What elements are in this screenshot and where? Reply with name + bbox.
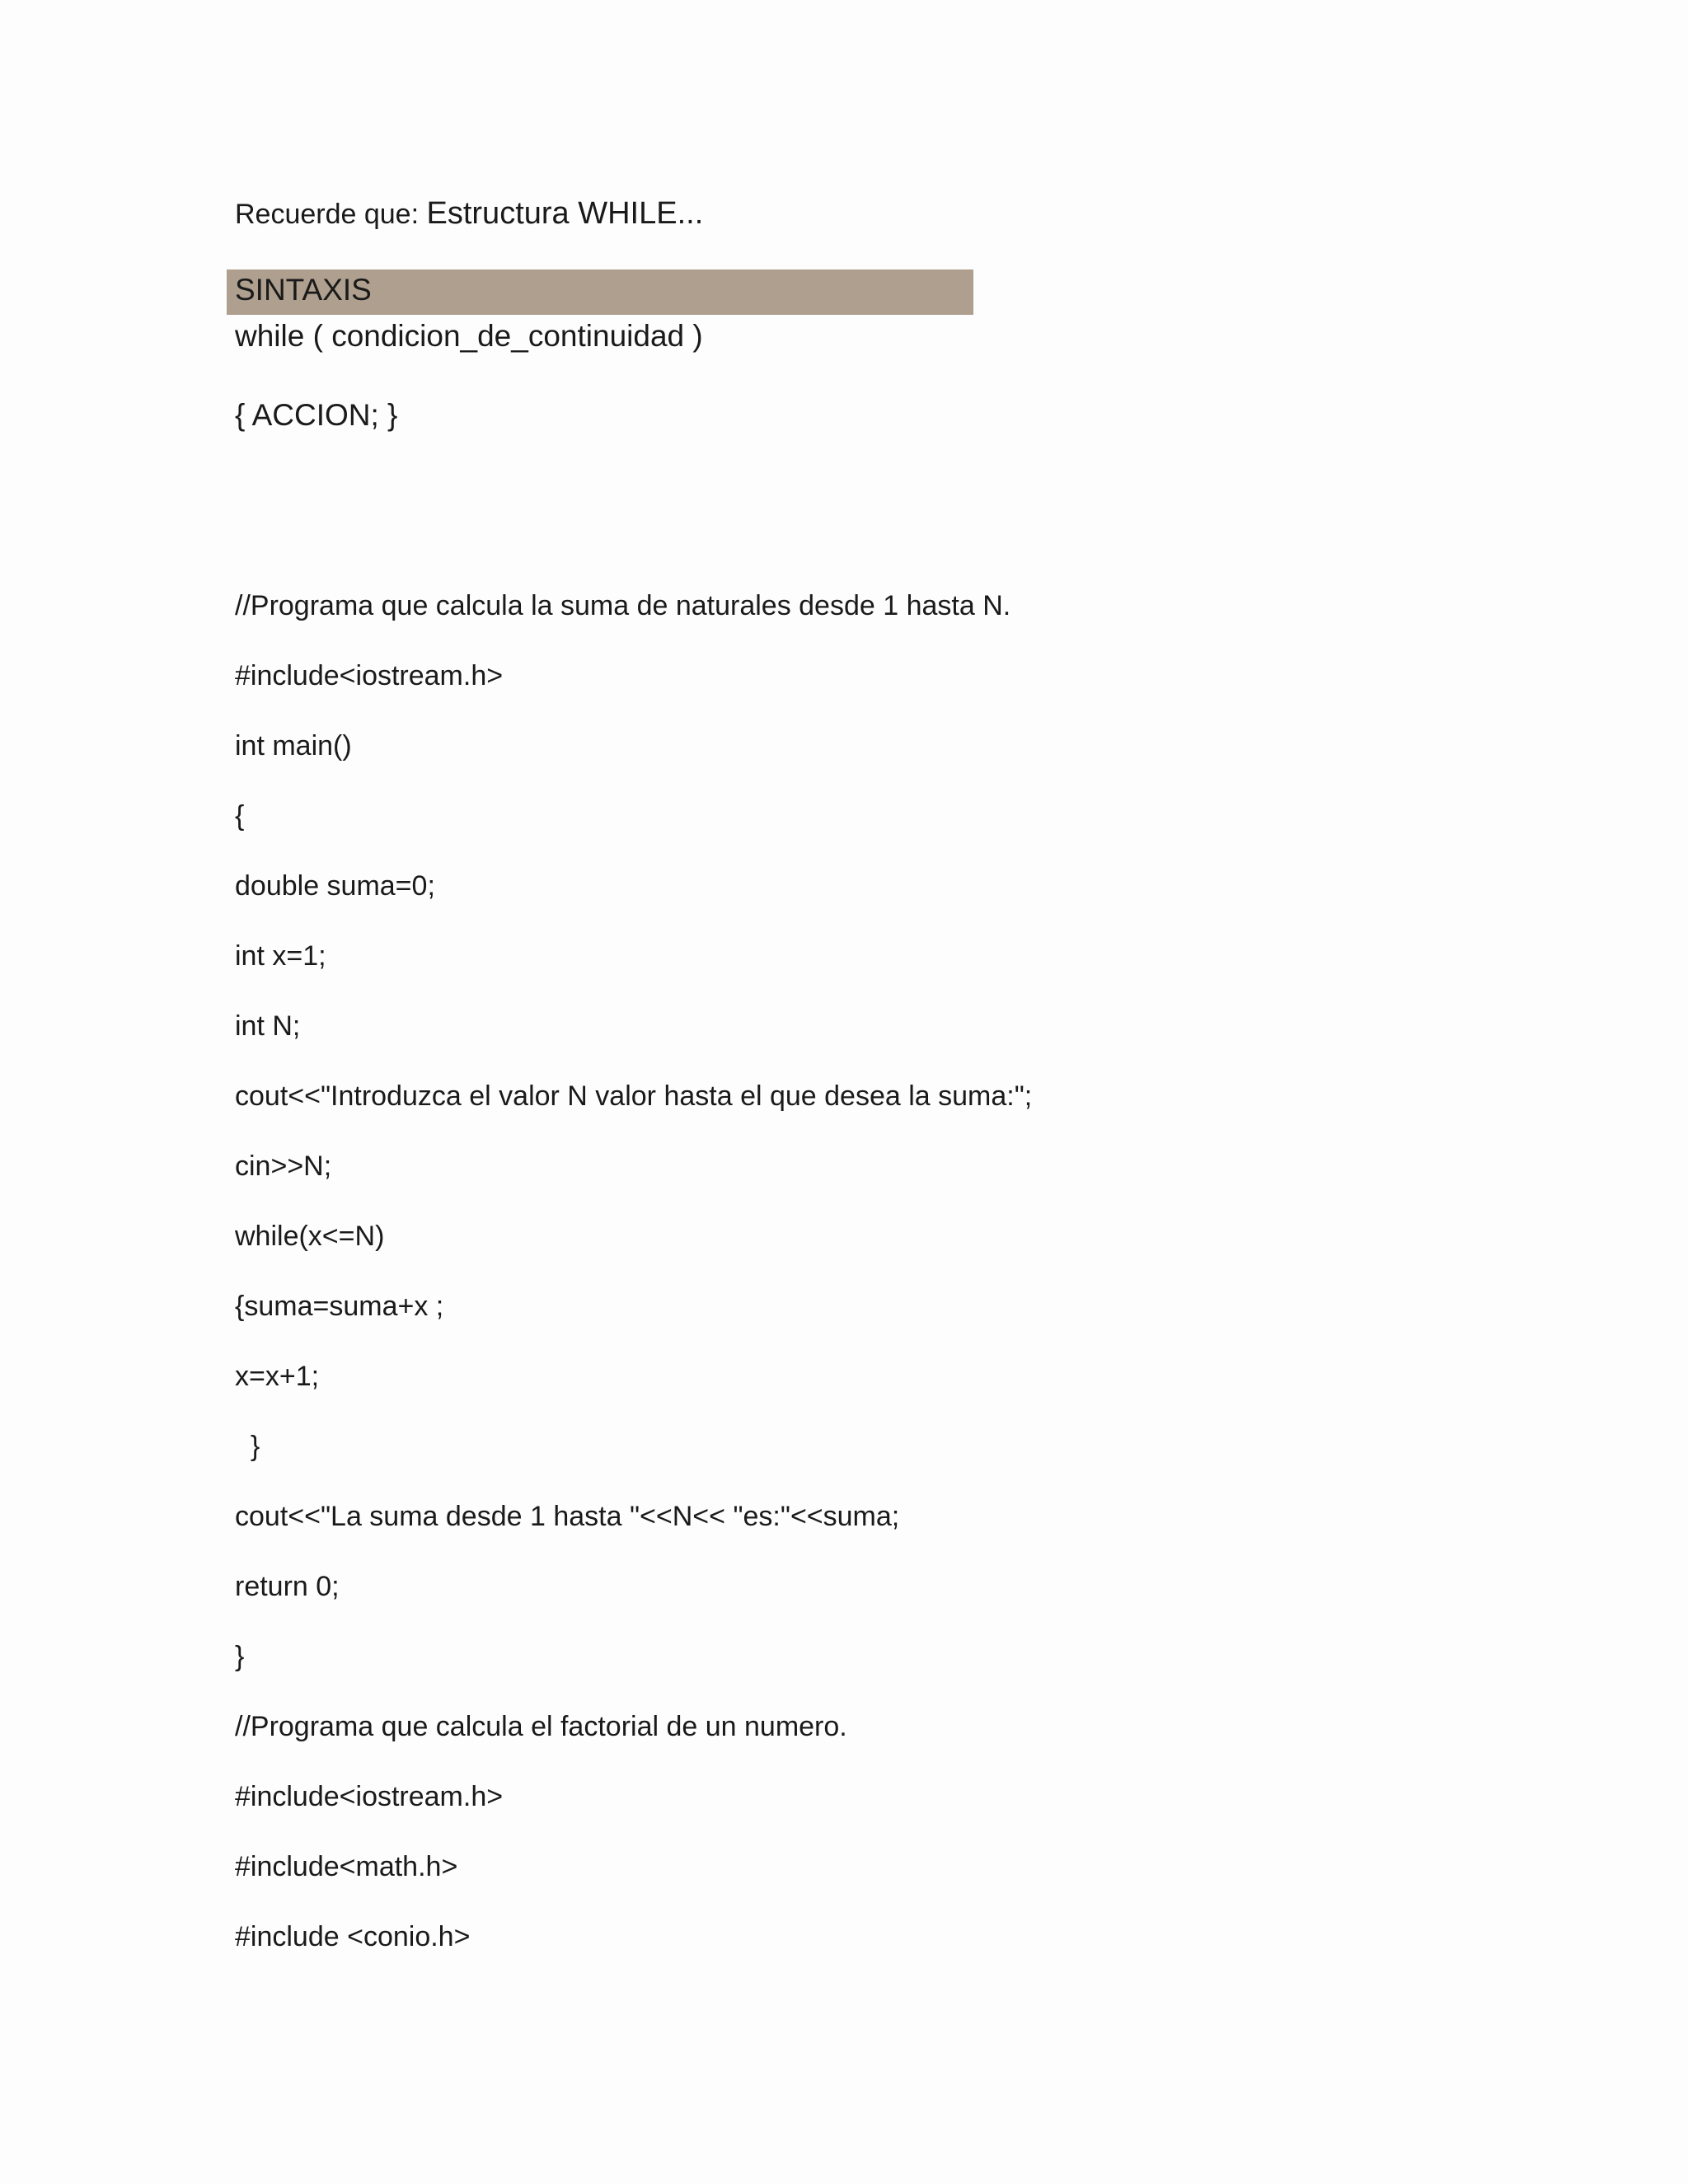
intro-line [235, 196, 703, 232]
syntax-action-line: { ACCION; } [235, 398, 398, 432]
syntax-label: SINTAXIS [235, 273, 372, 307]
code-line: #include<math.h> [235, 1851, 458, 1882]
syntax-while-line: while ( condicion_de_continuidad ) [235, 319, 703, 353]
code-line: int main() [235, 730, 352, 762]
code-line: cin>>N; [235, 1151, 332, 1182]
code-line: return 0; [235, 1571, 340, 1602]
intro-topic: Estructura WHILE... [426, 196, 704, 231]
code-line: x=x+1; [235, 1361, 320, 1392]
code-line: #include<iostream.h> [235, 660, 504, 691]
code-line: } [235, 1641, 245, 1672]
intro-lead: Recuerde que: [235, 199, 427, 230]
code-line: double suma=0; [235, 870, 435, 902]
code-line: { [235, 800, 245, 832]
code-line: cout<<"La suma desde 1 hasta "<<N<< "es:"<<suma; [235, 1501, 900, 1532]
code-line: cout<<"Introduzca el valor N valor hasta el que desea la suma:"; [235, 1080, 1033, 1112]
code-line: } [235, 1431, 260, 1462]
code-line: int N; [235, 1010, 301, 1042]
code-line: //Programa que calcula la suma de naturales desde 1 hasta N. [235, 590, 1011, 621]
code-line: //Programa que calcula el factorial de un numero. [235, 1711, 847, 1742]
code-line: #include<iostream.h> [235, 1781, 504, 1812]
code-line: int x=1; [235, 940, 326, 972]
code-line: {suma=suma+x ; [235, 1291, 444, 1322]
code-line: while(x<=N) [235, 1221, 385, 1252]
code-line: #include <conio.h> [235, 1921, 471, 1952]
